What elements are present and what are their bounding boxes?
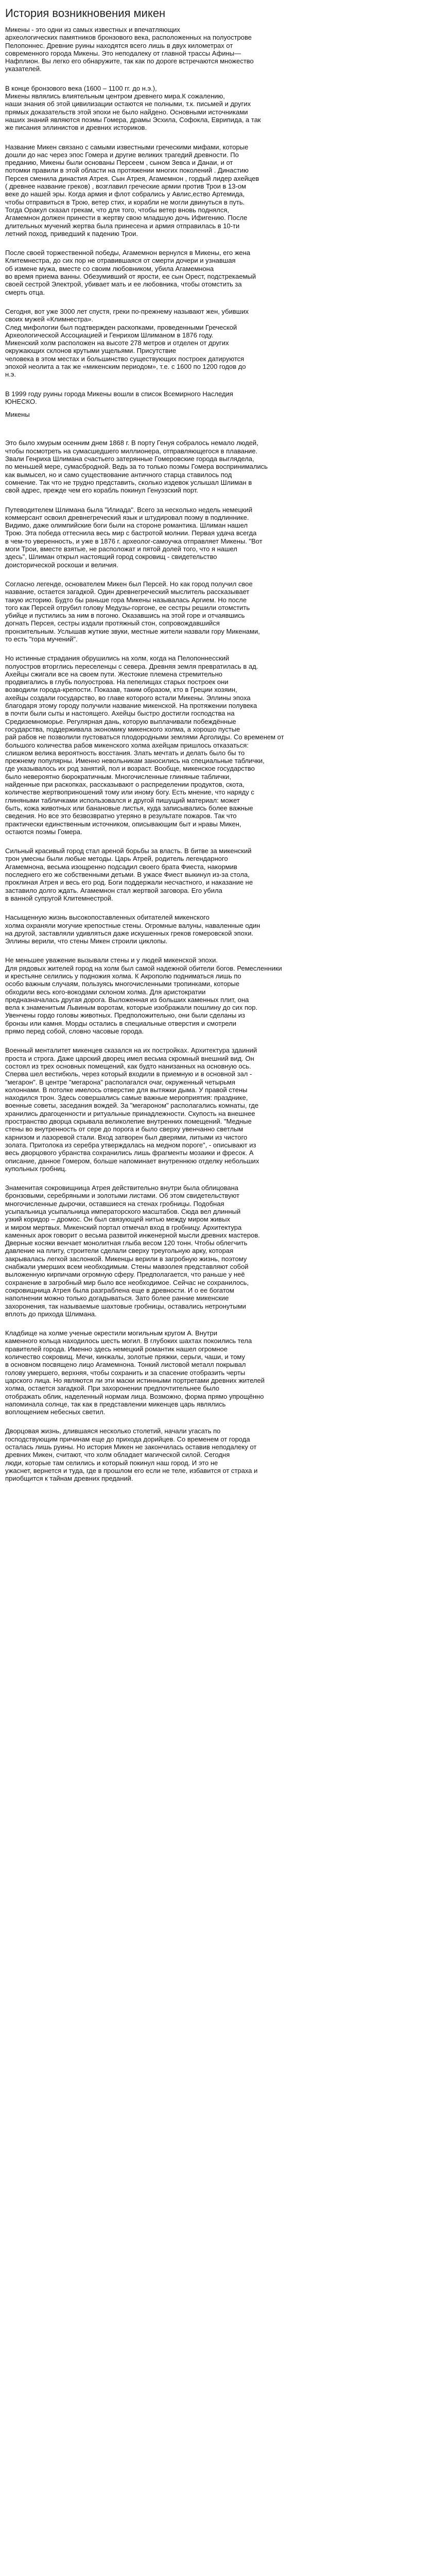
paragraph-genoa: Это было хмурым осенним днем 1868 г. В порту Генуя собралось немало людей, чтобы посмотреть на сумасшедшего миллионера, отправляющегося в плавание. Звали Генриха Шлимана счастьего затерянные Гомеровские города выглядела, по меньшей мере, сумасбродной. Ведь за то только поэмы Гомера воспринимались как вымысел, но и само существование античного старца ставилось под сомнение. Так что не трудно представить, сколько издевок услышал Шлиман в свой адрес, прежде чем его корабль покинул Генуэзский порт. xyxy=(5,439,268,495)
paragraph-unesco: В 1999 году руины города Микены вошли в список Всемирного Наследия ЮНЕСКО. xyxy=(5,389,233,405)
paragraph-struggle: Сильный красивый город стал ареной борьбы за власть. В битве за микенский трон умесны были любые методы. Царь Атрей, родитель легендарного Агамемнона, весьма изощренно подсадил своего брата Фиеста, накормив последнего его же собственными детьми. В ужасе Фиест выкинул из-за стола, проклиная Атрея и весь его род. Боги поддержали несчастного, и наказание не заставило долго ждать. Агамемнон стал жертвой заговора. Его убила в ванной супругой Клитемнестрой. xyxy=(5,847,253,902)
paragraph-agamemnon-return: После своей торжественной победы, Агамемнон вернулся в Микены, его жена Клитемнестра, до сих пор не отравившаяся от смерти дочери и узнавшая об измене мужа, вместе со своим любовником, убила Агамемнона во время приема ванны. Обезумивший от ярости, ее сын Орест, подстрекаемый своей сестрой Электрой, убивает мать и ее любовника, чтобы отомстить за смерть отца. xyxy=(5,249,256,296)
paragraph-suffering: Но истинные страдания обрушились на холм, когда на Пелопоннесский полуостров вторглись переселенцы с севера. Древняя земля превратилась в ад. Ахейцы сжигали все на своем пути. Жестокие племена стремительно продвигались в глубь полуострова. На пепелищах старых построек они возводили города-крепости. Показав, таким образом, кто в Греции хозяин, ахейцы создали государство, во главе которого встали Микены. Эллины эпоха благодаря этому городу получили название микенской. На протяжении полувека в почти были сыты и настоящего. Ахейцы быстро достигли господства на Средиземноморье. Регулярная дань, которую выплачивали побеждённые государства, поддерживала экономику микенского холма, а хорошо пустые рай рабов не позволили пустоваться плодородными землями Арголиды. Со временем от большого количества рабов микенского холма ахейцам пришлось отказаться: слишком велика вероятность восстания. Злать мечтать и делать было бы то прежнему популярны. Именно невольникам заносились на специальные таблички, где указывалось их род занятий, пол и возраст. Вообще, микенское государство было невероятно бюрократичным. Многочисленные глиняные таблички, найденные при раскопках, рассказывают о распределении продуктов, скота, количестве жертвоприношений тому или иному богу. Есть мнение, что наряду с глиняными табличками использовался и другой пишущий материал: может быть, кожа животных или банановые листья, куда записывались более важные сведения. Но все это безвозвратно утеряно в результате пожаров. Так что практически единственным источником, описывающим быт и нравы Микен, остаются поэмы Гомера. xyxy=(5,654,284,836)
paragraph-treasury: Знаменитая сокровищница Атрея действительно внутри была облицована бронзовыми, серебряными и золотыми листами. Об этом свидетельствуют многочисленные дырочки, оставшиеся на стенах гробницы. Подобная усыпальница усыпальница императорского масштабов. Сюда вел длинный узкий коридор – дромос. Он был связующей нитью между миром живых и миром мертвых. Микенский портал отмечал вход в гробницу. Архитектура каменных арок говорит о весьма развитой инженерной мысли древних мастеров. Дверные косяки венчает монолитная глыба весом 120 тонн. Чтобы облегчить давление на плиту, строители сделали сверху треугольную арку, которая закрывалась легкой заслонкой. Микенцы верили в загробную жизнь, поэтому снабжали умерших всем необходимым. Стены мавзолея представляют собой выложенную кирпичами огромную сферу. Предполагается, что раньше у неё сохранение в загробный мир было все необходимое. Сейчас не сохранилось, сокровищница Атрея была разграблена еще в древности. И о ее богатом наполнении можно только догадываться. Зато более ранние микенские захоронения, так называемые шахтовые гробницы, оставались нетронутыми вплоть до прихода Шлимана. xyxy=(5,1184,260,1318)
page-title: История возникновения микен xyxy=(5,7,166,20)
paragraph-cemetery: Кладбище на холме ученые окрестили могильным кругом А. Внутри каменного кольца находилось шесть могил. В глубоких шахтах покоились тела правителей города. Именно здесь немецкий романтик нашел огромное количество сокровищ. Мечи, кинжалы, золотые пряжки, серьги, чаши, и тому в основном посвящено лицо Агамемнона. Тонкий листовой металл покрывал голову умершего, верхняя, чтобы сохранить и за спасение отобразить черты царского лица. Но являются ли эти маски истинными портретами древних жителей холма, остается загадкой. При захоронении предпочтительнее было отображать облик, наделенный нормам лица. Возможно, форма прямо упрощённо напоминала солнце, так как в представлении микенцев царь являлись воплощением небесных светил. xyxy=(5,1329,265,1416)
paragraph-intro: Микены - это одни из самых известных и впечатляющих археологических памятников бронзового века, расположенных на полуострове Пелопоннес. Древние руины находятся всего лишь в двух километрах от современного города Микены. Это неподалеку от главной трассы Афины— Нафплион. Вы легко его обнаружите, так как по дороге встречаются множество указателей. xyxy=(5,26,254,73)
paragraph-architecture: Военный менталитет микенцев сказался на их постройках. Архитектура здаиний проста и строга. Даже царский дворец имел весьма скромный внешний вид. Он состоял из трех основных помещений, как будто нанизанных на основную ось. Сперва шел вестибюль, через который входили в приемную и в основной зал - "мегарон". В центре "мегарона" располагался очаг, окруженный четырьмя колоннами. В потолке имелось отверстие для вытяжки дыма. У правой стены находился трон. Здесь совершались самые важные мероприятия: празднике, военные советы, заседания вождей. За "мегароном" располагались комнаты, где хранились драгоценности и ритуальные принадлежности. Скупость на внешнее пространство дворца скрывала великолепие внутренних помещений. "Медные стены во внутренность от сере до порога и было сверху увенчанно светлым карнизом и лазоревой стали. Вход затворен был дверями, литыми из чистого золата. Притолока из серебра утверждалась на медном пороге", - описывают из весь дворцового убранства сохранились лишь фрагменты мозаики и фресок. А описание, данное Гомером, больше напоминает внутреннюю отделку небольших купольных гробниц. xyxy=(5,1046,259,1173)
paragraph-decline: Дворцовая жизнь, длившаяся несколько столетий, начали угасать по господствующим причинам еще до прихода дорийцев. Со временем от города осталась лишь руины. Но история Микен не закончилась оставив неподалеку от древних Микен, считают, что холм обладает магической силой. Сегодня люди, которые там селились и который покинул наш город. И это не ужаснет, вернется и туда, где в прошлом его если не теле, избавится от страха и приобщится к тайнам древних преданий. xyxy=(5,1427,258,1483)
paragraph-iliad: Путеводителем Шлимана была "Илиада". Всего за несколько недель немецкий коммерсант освоил древнегреческий язык и штудировал поэму в подлиннике. Видимо, даже олимпийские боги были на стороне романтика. Шлиман нашел Трою. Эта победа оттеснила весь мир с бастротой молнии. Первая удача всегда в чем-то уверенность, и уже в 1876 г. археолог-самоучка отправляет Микены. "Вот моги Трои, вместе взятые, не расположат и пятой долей того, что я нашел здесь", Шлиман открыл настоящий город сокровищ - свидетельство доисторической роскоши и величия. xyxy=(5,505,263,569)
label-mycenae: Микены xyxy=(5,411,30,419)
paragraph-legend: Согласно легенде, основателем Микен был Персей. Но как город получил свое название, остается загадкой. Один древнегреческий мыслитель рассказывает такую историю. Будто бы раньше гора Микены называлась Аргием. Но после того как Персей отрубил голову Медузы-горгоне, ее сестры решили отомстить убийце и пустились за ним в погоню. Оказавшись на этой горе и отчаявшись догнать Персея, сестры издали протяжный стон, сопровождавшийся пронзительным. Услышав жуткие звуки, местные жители назвали гору Микенами, то есть "гора мучений". xyxy=(5,580,260,643)
paragraph-walls: Насыщенную жизнь высокопоставленных обитателей микенского холма охраняли могучие крепостные стены. Огромные валуны, наваленные один на другой, заставляли удивляться даже искушенных греков гомеровской эпохи. Эллины верили, что стены Микен строили циклопы. xyxy=(5,913,260,945)
paragraph-today: Сегодня, вот уже 3000 лет спустя, греки по-прежнему называют жен, убивших своих мужей «Климнестра». След мифологии был подтвержден раскопками, проведенными Греческой Археологической Ассоциацией и Генрихом Шлиманом в 1876 году. Микенский холм расположен на высоте 278 метров и отделен от других окружающих склонов крутыми ущельями. Присутствие человека в этом местах и большинство существующих построек датируются эпохой неолита а так же «микенским периодом», т.е. с 1600 по 1200 годов до н.э. xyxy=(5,307,249,379)
paragraph-myths: Название Микен связано с самыми известными греческими мифами, которые дошли до нас через эпос Гомера и другие великих трагедий древности. По преданию, Микены были основаны Персеем , сыном Зевса и Данаи, и от потомки правили в этой области на протяжении многих поколений . Династию Персея сменила династия Атрея. Сын Атрея, Агамемнон , гордый лидер ахейцев ( древнее название греков) , возглавил греческие армии против Трои в 13-ом веке до нашей эры. Когда армия и флот собрались у Авлис,ество Артемида, чтобы отправиться в Трою, ветер стих, и корабли не могли двинуться в путь. Тогда Оракул сказал грекам, что для того, чтобы ветер вновь поднялся, Агамемнон должен принести в жертву свою младшую дочь Ифигению. После длительных мучений жертва была принесена и армия отправилась в 10-ти летний поход, приведший к падению Трои. xyxy=(5,143,259,238)
paragraph-people: Не меньшее уважение вызывали стены и у людей микенской эпохи. Для рядовых жителей город на холм был самой надежной обители богов. Ремесленники и крестьяне селились у подножия холма. К Акрополю подниматься лишь по особо важным случаям, пользуясь многочисленными тропинками, которые обходили весь кого-вокодами склоном холма. Для аристократии предназначалась другая дорога. Выложенная из больших каменных плит, она вела к знаменитым Львиным воротам, которые изображали пошлину до сих пор. Увенчены гордо головы животных. Предположительно, они были сделаны из бронзы или камня. Морды остались в специальные отверстия и смотрели прямо перед собой, словно часовые города. xyxy=(5,956,282,1036)
paragraph-bronze-age: В конце бронзового века (1600 – 1100 гг. до н.э.), Микены являлись влиятельным центром древнего мира.К сожалению, наши знания об этой цивилизации остаются не полными, т.к. письмей и других прямых доказательств этой эпохи не было найдено. Основными источниками наших знаний являются поэмы Гомера, драмы Эсхила, Софокла, Еврипида, а так же писания эллинистов и древних историков. xyxy=(5,84,261,132)
